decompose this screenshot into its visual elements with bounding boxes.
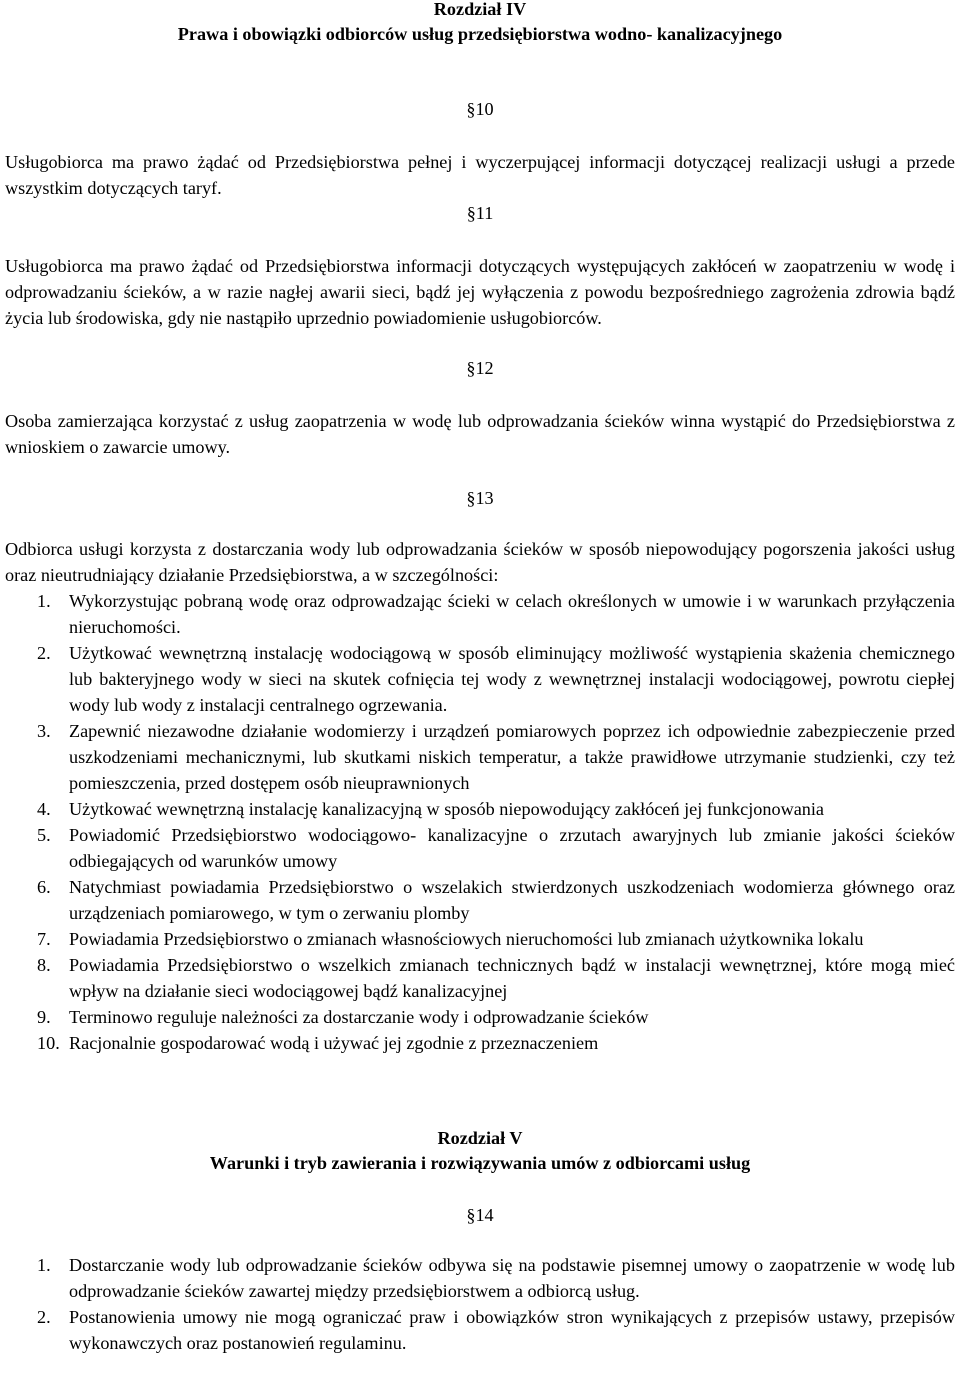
list-item xyxy=(5,926,955,952)
section-number: 10 xyxy=(475,99,494,119)
list-item xyxy=(5,1304,955,1356)
list-item-text: Powiadomić Przedsiębiorstwo wodociągowo- kanalizacyjne o zrzutach awaryjnych lub zmianie jakości ścieków odbiegających od warunków umowy xyxy=(69,825,955,871)
list-item-number: 6. xyxy=(37,877,51,897)
section-13-text: Odbiorca usługi korzysta z dostarczania wody lub odprowadzania ścieków w sposób niepowodujący pogorszenia jakości usług oraz nieutrudniający działanie Przedsiębiorstwa, a w szczególności: xyxy=(5,539,955,585)
list-item-number: 5. xyxy=(37,825,51,845)
list-item-number: 7. xyxy=(37,929,51,949)
list-item-text: Wykorzystując pobraną wodę oraz odprowadzając ścieki w celach określonych w umowie i w warunkach przyłączenia nieruchomości. xyxy=(69,591,955,637)
section-mark: § xyxy=(466,203,476,223)
section-12-text: Osoba zamierzająca korzystać z usług zaopatrzenia w wodę lub odprowadzania ścieków winna wystąpić do Przedsiębiorstwa z wnioskiem o zawarcie umowy. xyxy=(5,411,955,457)
list-item-text: Powiadamia Przedsiębiorstwo o wszelkich zmianach technicznych bądź w instalacji wewnętrznej, które mogą mieć wpływ na działanie sieci wodociągowej bądź kanalizacyjnej xyxy=(69,955,955,1001)
list-item xyxy=(5,640,955,718)
list-item xyxy=(5,588,955,640)
chapter-v-heading: Rozdział V xyxy=(437,1128,523,1148)
list-item xyxy=(5,1004,955,1030)
section-10-text: Usługobiorca ma prawo żądać od Przedsiębiorstwa pełnej i wyczerpującej informacji dotyczącej realizacji usługi a przede wszystkim dotyczących taryf. xyxy=(5,152,955,198)
list-item xyxy=(5,718,955,796)
list-item xyxy=(5,1030,955,1056)
list-item-number: 9. xyxy=(37,1007,51,1027)
list-item-number: 8. xyxy=(37,955,51,975)
list-item-number: 3. xyxy=(37,721,51,741)
list-item-text: Postanowienia umowy nie mogą ograniczać praw i obowiązków stron wynikających z przepisów ustawy, przepisów wykonawczych oraz postanowień regulaminu. xyxy=(69,1307,955,1353)
list-item-text: Racjonalnie gospodarować wodą i używać jej zgodnie z przeznaczeniem xyxy=(69,1033,599,1053)
chapter-iv-heading: Rozdział IV xyxy=(433,0,527,19)
chapter-v-title: Warunki i tryb zawierania i rozwiązywania umów z odbiorcami usług xyxy=(209,1153,751,1173)
list-item xyxy=(5,796,955,822)
section-number: 11 xyxy=(475,203,494,223)
list-item-number: 1. xyxy=(37,1255,51,1275)
list-item-text: Użytkować wewnętrzną instalację kanalizacyjną w sposób niepowodujący zakłóceń jej funkcjonowania xyxy=(69,799,824,819)
list-item xyxy=(5,1252,955,1304)
list-item-number: 4. xyxy=(37,799,51,819)
section-mark: § xyxy=(466,99,476,119)
list-item-number: 10. xyxy=(37,1033,60,1053)
chapter-iv-title: Prawa i obowiązki odbiorców usług przedsiębiorstwa wodno- kanalizacyjnego xyxy=(177,24,783,44)
list-item-text: Powiadamia Przedsiębiorstwo o zmianach własnościowych nieruchomości lub zmianach użytkownika lokalu xyxy=(69,929,864,949)
section-mark: § xyxy=(466,358,476,378)
list-item xyxy=(5,952,955,1004)
list-item-text: Natychmiast powiadamia Przedsiębiorstwo o wszelakich stwierdzonych uszkodzeniach wodomierza głównego oraz urządzeniach pomiarowego, w tym o zerwaniu plomby xyxy=(69,877,955,923)
list-item-text: Zapewnić niezawodne działanie wodomierzy i urządzeń pomiarowych poprzez ich odpowiednie zabezpieczenie przed uszkodzeniami mechanicznymi, lub skutkami niskich temperatur, a także prawidłowe utrzymanie studzienki, czy też pomieszczenia, przed dostępem osób nieuprawnionych xyxy=(69,721,955,793)
list-item-text: Terminowo reguluje należności za dostarczanie wody i odprowadzanie ścieków xyxy=(69,1007,649,1027)
list-item xyxy=(5,822,955,874)
section-11-text: Usługobiorca ma prawo żądać od Przedsiębiorstwa informacji dotyczących występujących zakłóceń w zaopatrzeniu w wodę i odprowadzaniu ścieków, a w razie nagłej awarii sieci, bądź jej wyłączenia z powodu bezpośredniego zagrożenia zdrowia bądź życia lub środowiska, gdy nie nastąpiło uprzednio powiadomienie usługobiorców. xyxy=(5,256,955,328)
section-13-marker xyxy=(5,485,955,511)
section-mark: § xyxy=(466,1205,476,1225)
list-item-text: Dostarczanie wody lub odprowadzanie ścieków odbywa się na podstawie pisemnej umowy o zaopatrzenie w wodę lub odprowadzanie ścieków zawartej między przedsiębiorstwem a odbiorcą usług. xyxy=(69,1255,955,1301)
section-10-marker xyxy=(5,96,955,122)
section-number: 14 xyxy=(475,1205,494,1225)
section-14-list xyxy=(5,1252,955,1356)
section-13-list xyxy=(5,588,955,1056)
section-number: 13 xyxy=(475,488,494,508)
list-item-text: Użytkować wewnętrzną instalację wodociągową w sposób eliminujący możliwość wystąpienia skażenia chemicznego lub bakteryjnego wody w sieci na skutek cofnięcia tej wody z wewnętrznej instalacji wodociągowej, powrotu ciepłej wody lub wody z instalacji centralnego ogrzewania. xyxy=(69,643,955,715)
section-14-marker xyxy=(5,1202,955,1228)
section-12-marker xyxy=(5,355,955,381)
section-number: 12 xyxy=(475,358,494,378)
section-11-marker xyxy=(5,200,955,226)
list-item-number: 2. xyxy=(37,1307,51,1327)
section-mark: § xyxy=(466,488,476,508)
list-item xyxy=(5,874,955,926)
list-item-number: 1. xyxy=(37,591,51,611)
list-item-number: 2. xyxy=(37,643,51,663)
